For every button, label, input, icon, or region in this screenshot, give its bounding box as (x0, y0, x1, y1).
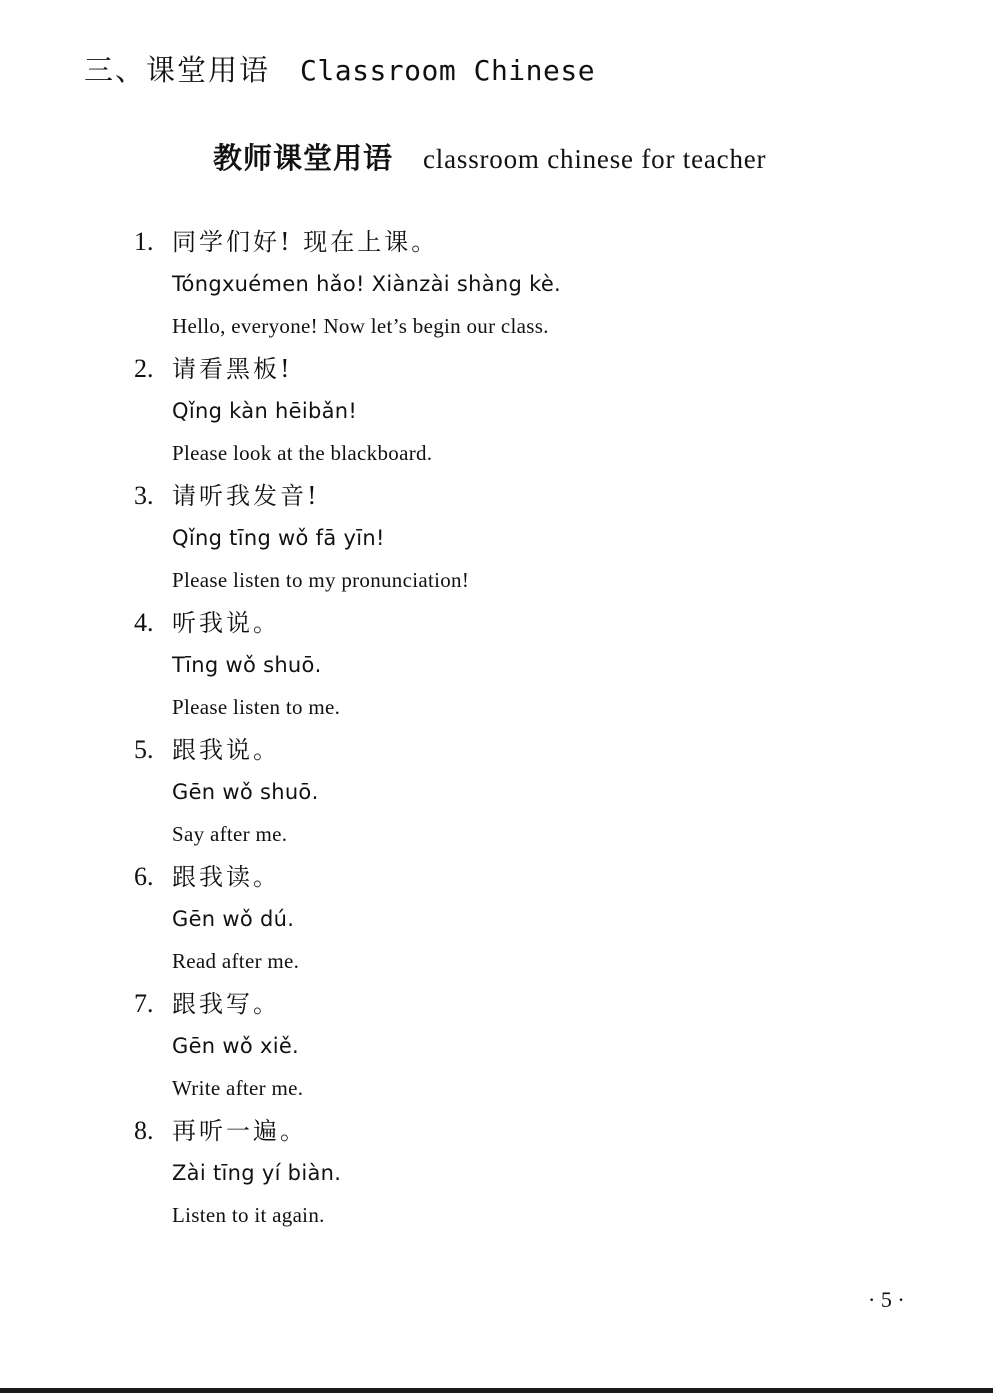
phrase-number: 7. (134, 989, 154, 1018)
phrase-english: Please listen to my pronunciation! (172, 568, 470, 592)
phrase-pinyin: Gēn wǒ shuō. (172, 780, 319, 804)
phrase-chinese: 跟我读。 (172, 863, 280, 891)
phrase-number: 8. (134, 1116, 154, 1145)
page-bottom-rule (0, 1388, 993, 1393)
phrase-english: Please look at the blackboard. (172, 441, 433, 465)
phrase-pinyin: Tóngxuémen hǎo! Xiànzài shàng kè. (172, 272, 562, 296)
section-title-chinese: 三、课堂用语 (84, 53, 271, 87)
phrase-english: Please listen to me. (172, 695, 341, 719)
phrase-english: Listen to it again. (172, 1203, 325, 1227)
page-number: · 5 · (868, 1287, 905, 1312)
section-title-english: Classroom Chinese (300, 54, 596, 87)
phrase-number: 5. (134, 735, 154, 764)
phrase-pinyin: Qǐng kàn hēibǎn! (172, 399, 358, 423)
phrase-pinyin: Gēn wǒ dú. (172, 907, 295, 931)
phrase-chinese: 跟我写。 (172, 990, 280, 1018)
phrase-number: 2. (134, 354, 154, 383)
subsection-title-chinese: 教师课堂用语 (213, 141, 394, 175)
phrase-english: Say after me. (172, 822, 288, 846)
phrase-chinese: 再听一遍。 (172, 1117, 307, 1145)
section-heading (84, 50, 595, 91)
phrase-chinese: 请看黑板! (172, 355, 293, 383)
phrase-english: Write after me. (172, 1076, 304, 1100)
subsection-title-english: classroom chinese for teacher (423, 144, 767, 174)
phrase-english: Hello, everyone! Now let’s begin our class. (172, 314, 549, 338)
phrase-chinese: 跟我说。 (172, 736, 280, 764)
phrase-number: 6. (134, 862, 154, 891)
phrase-pinyin: Tīng wǒ shuō. (172, 653, 322, 677)
phrase-number: 3. (134, 481, 154, 510)
phrase-chinese: 请听我发音! (172, 482, 320, 510)
phrase-chinese: 同学们好! 现在上课。 (172, 228, 439, 256)
phrase-number: 4. (134, 608, 154, 637)
phrase-chinese: 听我说。 (172, 609, 280, 637)
phrase-pinyin: Qǐng tīng wǒ fā yīn! (172, 526, 385, 550)
phrase-english: Read after me. (172, 949, 300, 973)
phrase-number: 1. (134, 227, 154, 256)
phrase-pinyin: Gēn wǒ xiě. (172, 1034, 300, 1058)
phrase-pinyin: Zài tīng yí biàn. (172, 1161, 342, 1185)
subsection-heading (213, 137, 766, 185)
